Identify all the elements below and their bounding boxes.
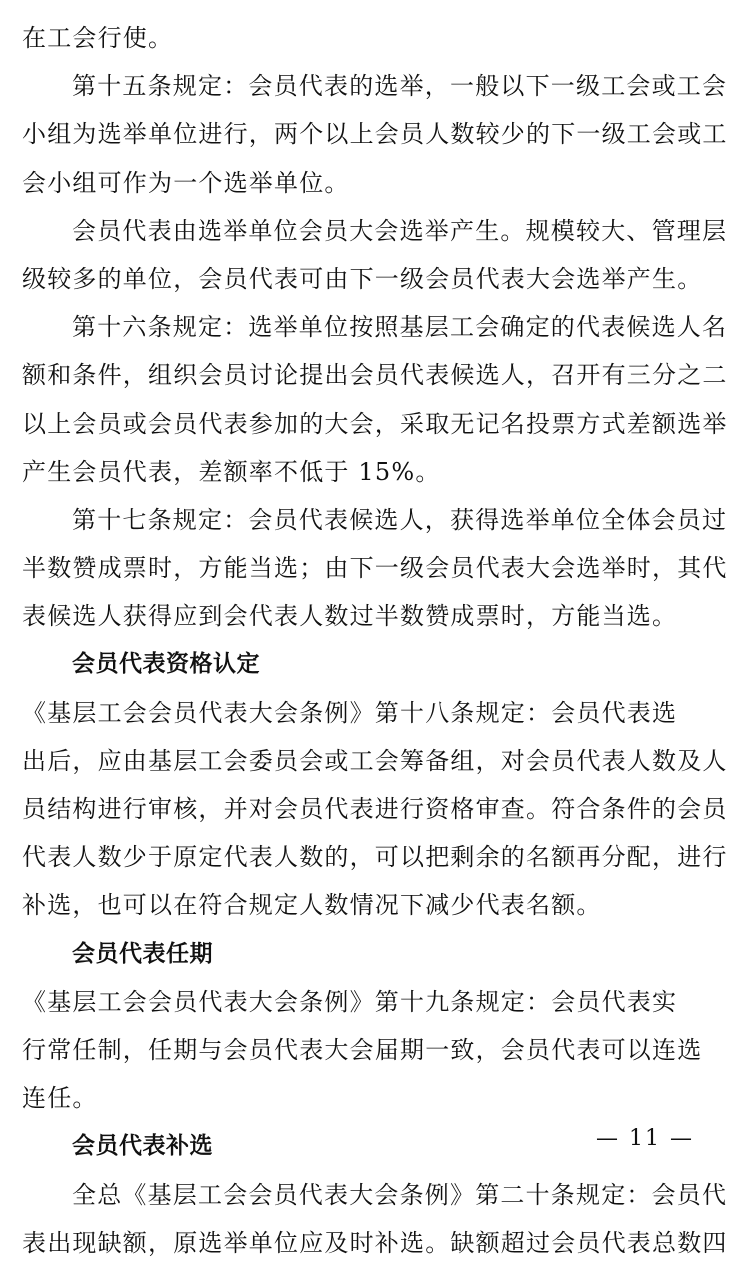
section-heading: 会员代表补选 xyxy=(72,1133,213,1160)
text-line: 会员代表由选举单位会员大会选举产生。规模较大、管理层 xyxy=(72,216,728,245)
text-line: 额和条件，组织会员讨论提出会员代表候选人，召开有三分之二 xyxy=(22,361,728,390)
text-line: 出后，应由基层工会委员会或工会筹备组，对会员代表人数及人 xyxy=(22,746,728,775)
text-line: 第十六条规定：选举单位按照基层工会确定的代表候选人名 xyxy=(72,313,728,342)
text-line: 半数赞成票时，方能当选；由下一级会员代表大会选举时，其代 xyxy=(22,554,728,583)
text-line: 会小组可作为一个选举单位。 xyxy=(22,168,350,197)
text-line: 小组为选举单位进行，两个以上会员人数较少的下一级工会或工 xyxy=(22,120,728,149)
text-line: 在工会行使。 xyxy=(22,24,174,52)
text-line: 行常任制，任期与会员代表大会届期一致，会员代表可以连选 xyxy=(22,1035,703,1064)
section-heading: 会员代表资格认定 xyxy=(72,651,260,678)
text-line: 以上会员或会员代表参加的大会，采取无记名投票方式差额选举 xyxy=(22,409,728,438)
text-line: 《基层工会会员代表大会条例》第十八条规定：会员代表选 xyxy=(22,698,678,727)
section-heading: 会员代表任期 xyxy=(72,940,213,967)
text-line: 连任。 xyxy=(22,1084,98,1113)
text-line: 表出现缺额，原选举单位应及时补选。缺额超过会员代表总数四 xyxy=(22,1228,728,1257)
text-line: 全总《基层工会会员代表大会条例》第二十条规定：会员代 xyxy=(72,1180,728,1209)
text-line: 表候选人获得应到会代表人数过半数赞成票时，方能当选。 xyxy=(22,602,678,631)
text-line: 第十五条规定：会员代表的选举，一般以下一级工会或工会 xyxy=(72,72,728,101)
text-line: 第十七条规定：会员代表候选人，获得选举单位全体会员过 xyxy=(72,505,728,534)
text-line: 级较多的单位，会员代表可由下一级会员代表大会选举产生。 xyxy=(22,264,703,293)
text-line: 补选，也可以在符合规定人数情况下减少代表名额。 xyxy=(22,891,602,920)
text-line: 代表人数少于原定代表人数的，可以把剩余的名额再分配，进行 xyxy=(22,843,728,872)
page-number: — 11 — xyxy=(596,1126,694,1151)
document-page xyxy=(22,14,730,1267)
text-line: 《基层工会会员代表大会条例》第十九条规定：会员代表实 xyxy=(22,987,678,1016)
text-line: 产生会员代表，差额率不低于 15%。 xyxy=(22,457,441,486)
text-line: 员结构进行审核，并对会员代表进行资格审查。符合条件的会员 xyxy=(22,795,728,823)
